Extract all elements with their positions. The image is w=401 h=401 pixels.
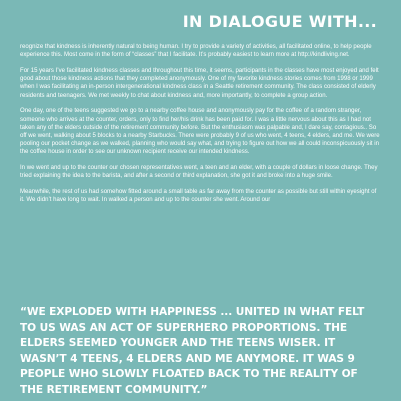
article-paragraph: In we went and up to the counter our chosen representatives went, a teen and an elder, with a couple of dollars in loose change. They tried explaining the idea to the barista, and after a second or third explanation, she got it and broke into a huge smile.: [20, 165, 378, 180]
section-heading: IN DIALOGUE WITH...: [182, 12, 377, 31]
pull-quote: “WE EXPLODED WITH HAPPINESS ... UNITED IN WHAT FELT TO US WAS AN ACT OF SUPERHERO PROPORTIONS. THE ELDERS SEEMED YOUNGER AND THE TEENS WISER. IT WASN’T 4 TEENS, 4 ELDERS AND ME ANYMORE. IT WAS 9 PEOPLE WHO SLOWLY FLOATED BACK TO THE REALITY OF THE RETIREMENT COMMUNITY.”: [20, 306, 365, 396]
article-paragraph: One day, one of the teens suggested we go to a nearby coffee house and anonymously pay for the coffee of a random stranger, someone who arrives at the counter, orders, only to find her/his drink has been paid for. I was a little nervous about this as I had not taken any of the elders outside of the retirement community before. But the enthusiasm was palpable and, I dare say, contagious.. So off we went, walking about 5 blocks to a nearby Starbucks. There were probably 9 of us who went, 4 teens, 4 elders, and me. We were pooling our pocket change as we walked, planning who would say what, and trying to figure out how we all could inconspicuously sit in the coffee house in order to see our unknown recipient receive our intended kindness.: [20, 108, 380, 156]
article-paragraph: For 15 years I’ve facilitated kindness classes and throughout this time, it seems, participants in the classes have most enjoyed and felt good about those kindness actions that they completed anonymously. One of my favorite kindness stories comes from 1998 or 1999 when I was facilitating an in-person intergenerational kindness class in a Seattle retirement community. The class consisted of elderly residents and teenagers. We met weekly to chat about kindness and, more importantly, to complete a group action.: [20, 68, 379, 99]
article-paragraph: Meanwhile, the rest of us had somehow fitted around a small table as far away from the counter as possible but still within eyesight of it. We didn’t have long to wait. In walked a person and up to the counter she went. Around our: [20, 189, 377, 204]
article-body: [20, 43, 381, 212]
article-paragraph: reognize that kindness is inherently natural to being human. I try to provide a variety of activities, all facilitated online, to help people experience this. Most come in the form of “classes” that I facilitate. It’s probably easiest to learn more at http://kindliving.net.: [20, 44, 372, 59]
